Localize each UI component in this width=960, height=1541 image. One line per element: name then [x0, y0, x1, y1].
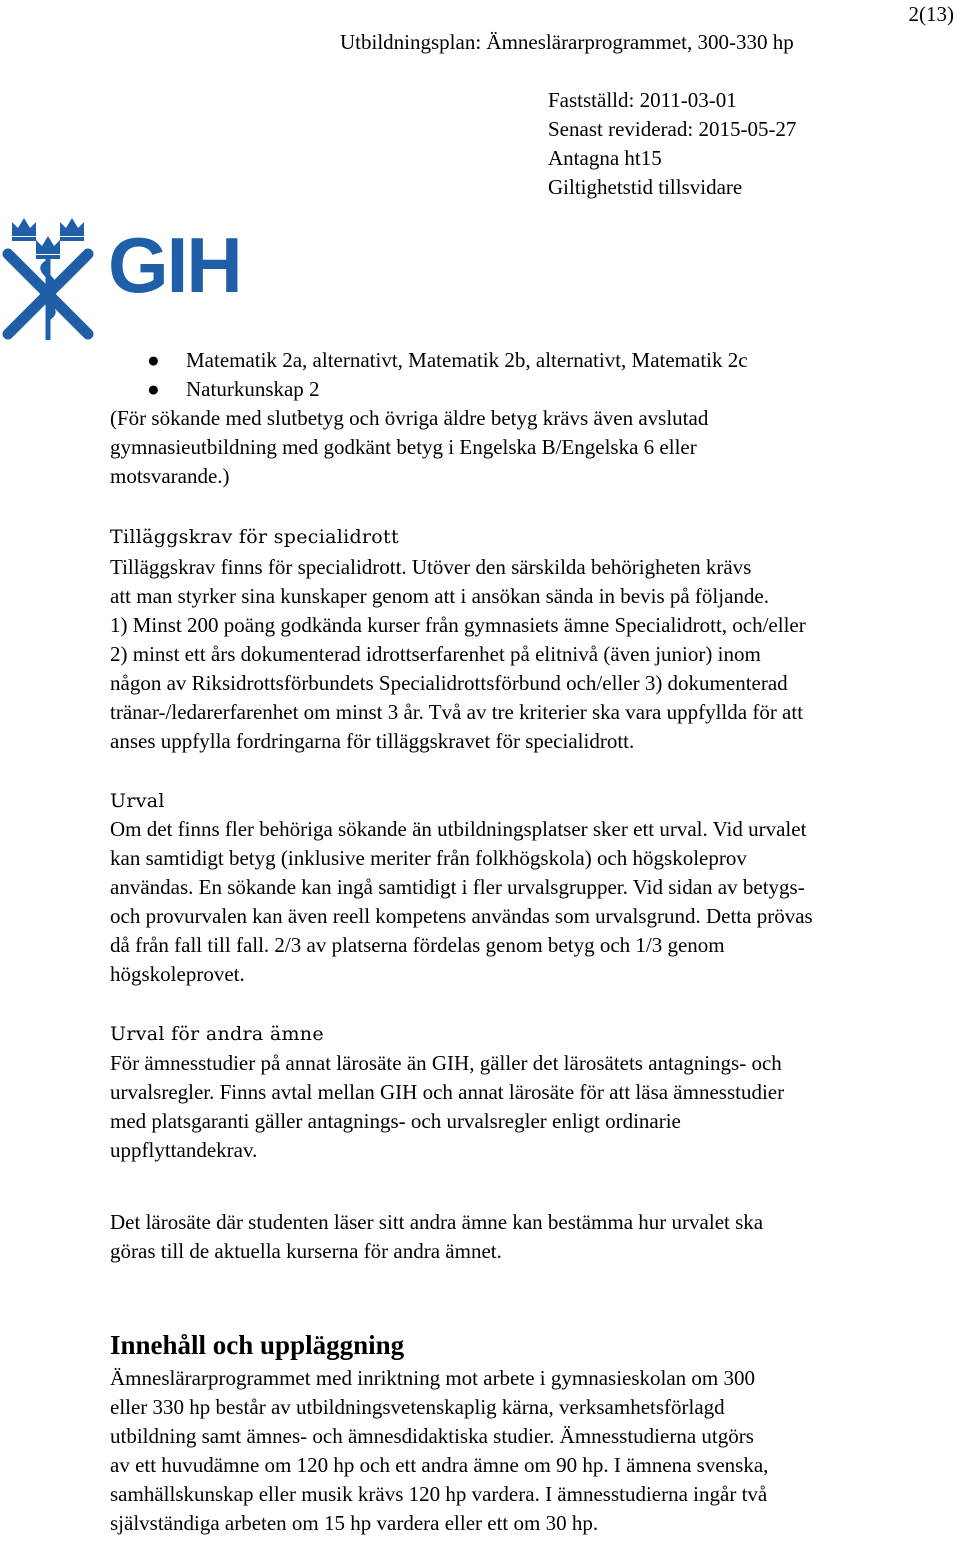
paragraph-line: att man styrker sina kunskaper genom att i ansökan sända in bevis på följande. [110, 584, 769, 608]
document-title: Utbildningsplan: Ämneslärarprogrammet, 300-330 hp [340, 30, 794, 54]
paragraph-line: urvalsregler. Finns avtal mellan GIH och annat lärosäte för att läsa ämnesstudier [110, 1080, 785, 1104]
section-heading-urval: Urval [110, 790, 165, 812]
paragraph-line: Tilläggskrav finns för specialidrott. Utöver den särskilda behörigheten krävs [110, 555, 752, 579]
bullet-dot: ● [147, 377, 160, 401]
meta-revised: Senast reviderad: 2015-05-27 [548, 117, 797, 141]
paragraph-line: tränar-/ledarerfarenhet om minst 3 år. Två av tre kriterier ska vara uppfyllda för att [110, 700, 804, 724]
meta-validity: Giltighetstid tillsvidare [548, 175, 743, 199]
crown-icon [12, 218, 36, 241]
meta-admitted: Antagna ht15 [548, 146, 662, 170]
paragraph-line: samhällskunskap eller musik krävs 120 hp vardera. I ämnesstudierna ingår två [110, 1482, 768, 1506]
section-heading-urval-andra-amne: Urval för andra ämne [110, 1023, 324, 1045]
paragraph-line: då från fall till fall. 2/3 av platserna fördelas genom betyg och 1/3 genom [110, 933, 725, 957]
meta-established: Fastställd: 2011-03-01 [548, 88, 737, 112]
paragraph-line: av ett huvudämne om 120 hp och ett andra ämne om 90 hp. I ämnena svenska, [110, 1453, 769, 1477]
paragraph-line: högskoleprovet. [110, 962, 245, 986]
paragraph-line: uppflyttandekrav. [110, 1138, 258, 1162]
bullet-dot: ● [147, 348, 160, 372]
note-line: gymnasieutbildning med godkänt betyg i Engelska B/Engelska 6 eller [110, 435, 697, 459]
paragraph-line: kan samtidigt betyg (inklusive meriter från folkhögskola) och högskoleprov [110, 846, 747, 870]
paragraph-line: självständiga arbeten om 15 hp vardera eller ett om 30 hp. [110, 1511, 599, 1535]
paragraph-line: någon av Riksidrottsförbundets Specialidrottsförbund och/eller 3) dokumenterad [110, 671, 788, 695]
paragraph-line: eller 330 hp består av utbildningsvetenskaplig kärna, verksamhetsförlagd [110, 1395, 725, 1419]
list-item: Naturkunskap 2 [186, 377, 320, 401]
paragraph-line: med platsgaranti gäller antagnings- och urvalsregler enligt ordinarie [110, 1109, 681, 1133]
section-heading-innehall: Innehåll och uppläggning [110, 1330, 405, 1360]
crown-icon [36, 236, 60, 259]
paragraph-line: göras till de aktuella kurserna för andra ämnet. [110, 1239, 502, 1263]
note-line: motsvarande.) [110, 464, 230, 488]
logo-text: GIH [108, 221, 241, 309]
paragraph-line: 2) minst ett års dokumenterad idrottserfarenhet på elitnivå (även junior) inom [110, 642, 761, 666]
paragraph-line: Ämneslärarprogrammet med inriktning mot arbete i gymnasieskolan om 300 [110, 1366, 756, 1390]
paragraph-line: anses uppfylla fordringarna för tilläggskravet för specialidrott. [110, 729, 635, 753]
paragraph-line: För ämnesstudier på annat lärosäte än GIH, gäller det lärosätets antagnings- och [110, 1051, 782, 1075]
paragraph-line: utbildning samt ämnes- och ämnesdidaktiska studier. Ämnesstudierna utgörs [110, 1424, 754, 1448]
paragraph-line: 1) Minst 200 poäng godkända kurser från gymnasiets ämne Specialidrott, och/eller [110, 613, 806, 637]
section-heading-specialidrott: Tilläggskrav för specialidrott [110, 526, 399, 548]
page-number: 2(13) [908, 2, 954, 26]
paragraph-line: och provurvalen kan även reell kompetens användas som urvalsgrund. Detta prövas [110, 904, 813, 928]
paragraph-line: Om det finns fler behöriga sökande än utbildningsplatser sker ett urval. Vid urvalet [110, 817, 807, 841]
paragraph-line: Det lärosäte där studenten läser sitt andra ämne kan bestämma hur urvalet ska [110, 1210, 764, 1234]
list-item: Matematik 2a, alternativt, Matematik 2b, alternativt, Matematik 2c [186, 348, 748, 372]
crown-icon [60, 218, 84, 241]
paragraph-line: användas. En sökande kan ingå samtidigt i fler urvalsgrupper. Vid sidan av betygs- [110, 875, 805, 899]
note-line: (För sökande med slutbetyg och övriga äldre betyg krävs även avslutad [110, 406, 709, 430]
